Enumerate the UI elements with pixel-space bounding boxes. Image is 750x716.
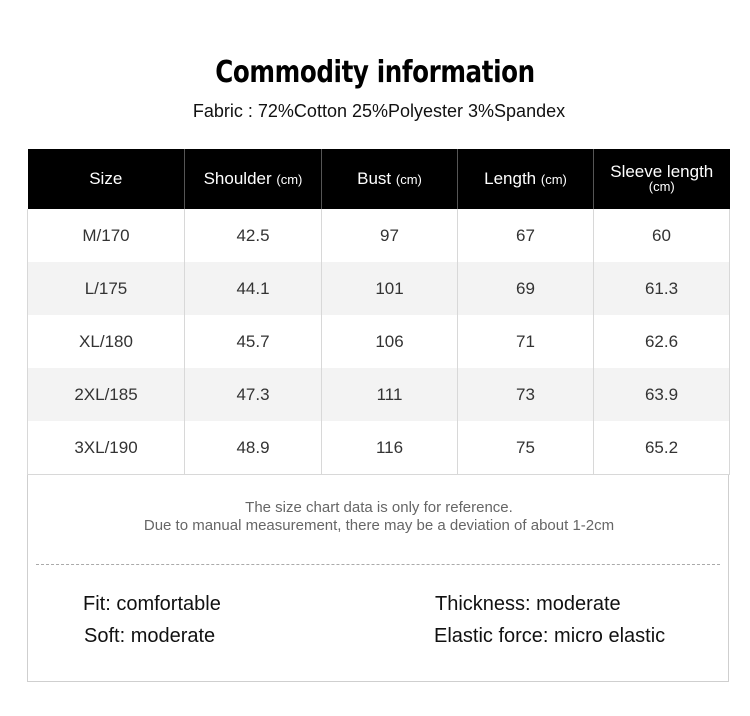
header-size: [28, 149, 185, 209]
cell-shoulder: 44.1: [185, 262, 322, 315]
attribute-elastic-force: Elastic force: micro elastic: [434, 625, 666, 647]
cell-length: 69: [458, 262, 594, 315]
info-box: [27, 475, 729, 682]
cell-bust: 116: [322, 421, 458, 475]
cell-shoulder: 47.3: [185, 368, 322, 421]
cell-bust: 111: [322, 368, 458, 421]
cell-shoulder: 42.5: [185, 209, 322, 262]
cell-bust: 97: [322, 209, 458, 262]
cell-size: XL/180: [28, 315, 185, 368]
table-row: [28, 209, 730, 262]
cell-shoulder: 45.7: [185, 315, 322, 368]
header-length: [458, 149, 594, 209]
header-sleeve-length: [594, 149, 730, 209]
header-unit: (cm): [395, 172, 422, 187]
cell-bust: 106: [322, 315, 458, 368]
cell-length: 71: [458, 315, 594, 368]
dashed-divider: [36, 564, 720, 565]
header-label: Size: [89, 169, 123, 188]
page-title: Commodity information: [215, 55, 535, 90]
header-unit: (cm): [540, 172, 567, 187]
header-bust: [322, 149, 458, 209]
fabric-composition: Fabric : 72%Cotton 25%Polyester 3%Spandex: [192, 101, 566, 121]
deviation-note: Due to manual measurement, there may be a deviation of about 1-2cm: [143, 517, 615, 534]
table-row: [28, 315, 730, 368]
header-unit: (cm): [276, 172, 303, 187]
cell-sleeve-length: 60: [594, 209, 730, 262]
header-label: Sleeve length: [610, 162, 714, 181]
cell-size: 2XL/185: [28, 368, 185, 421]
cell-length: 67: [458, 209, 594, 262]
cell-size: L/175: [28, 262, 185, 315]
attribute-soft: Soft: moderate: [84, 625, 216, 647]
header-unit: (cm): [648, 179, 675, 194]
cell-sleeve-length: 65.2: [594, 421, 730, 475]
cell-size: 3XL/190: [28, 421, 185, 475]
table-row: [28, 368, 730, 421]
attribute-thickness: Thickness: moderate: [435, 593, 621, 615]
cell-length: 73: [458, 368, 594, 421]
cell-sleeve-length: 62.6: [594, 315, 730, 368]
reference-note: The size chart data is only for reference.: [245, 499, 513, 516]
table-row: [28, 262, 730, 315]
size-chart-table: [27, 149, 730, 475]
header-label: Shoulder: [203, 169, 272, 188]
cell-shoulder: 48.9: [185, 421, 322, 475]
header-shoulder: [185, 149, 322, 209]
cell-bust: 101: [322, 262, 458, 315]
header-label: Bust: [357, 169, 392, 188]
cell-size: M/170: [28, 209, 185, 262]
table-row: [28, 421, 730, 475]
attribute-fit: Fit: comfortable: [83, 593, 221, 615]
cell-length: 75: [458, 421, 594, 475]
cell-sleeve-length: 63.9: [594, 368, 730, 421]
header-label: Length: [484, 169, 537, 188]
cell-sleeve-length: 61.3: [594, 262, 730, 315]
table-header-row: [28, 149, 730, 209]
